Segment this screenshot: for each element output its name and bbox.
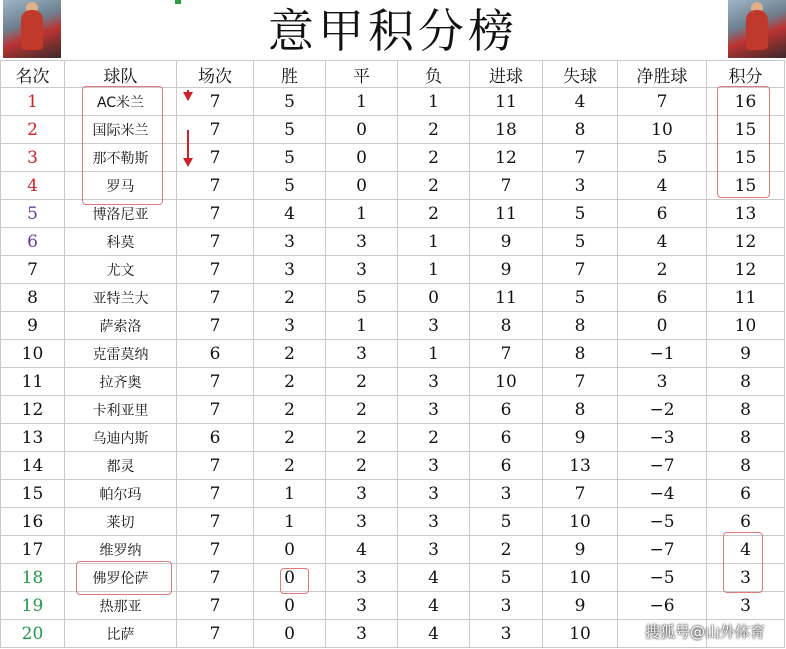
goals-against-cell: 13	[543, 452, 618, 480]
played-cell: 7	[177, 592, 254, 620]
goal-difference-cell: 5	[618, 144, 707, 172]
header-rank: 名次	[1, 61, 65, 88]
table-row	[1, 508, 785, 536]
table-row	[1, 144, 785, 172]
points-cell: 11	[707, 284, 785, 312]
team-cell: 罗马	[65, 172, 177, 200]
played-cell: 7	[177, 256, 254, 284]
goals-for-cell: 7	[470, 172, 543, 200]
loss-cell: 1	[398, 256, 470, 284]
goals-for-cell: 2	[470, 536, 543, 564]
goals-for-cell: 12	[470, 144, 543, 172]
goals-for-cell: 9	[470, 228, 543, 256]
points-cell: 13	[707, 200, 785, 228]
win-cell: 0	[254, 536, 326, 564]
win-cell: 1	[254, 508, 326, 536]
loss-cell: 3	[398, 480, 470, 508]
points-cell: 8	[707, 368, 785, 396]
team-cell: 维罗纳	[65, 536, 177, 564]
goal-difference-cell: −5	[618, 564, 707, 592]
goals-for-cell: 7	[470, 340, 543, 368]
goals-for-cell: 11	[470, 284, 543, 312]
rank-cell: 8	[1, 284, 65, 312]
team-cell: 莱切	[65, 508, 177, 536]
goals-against-cell: 5	[543, 228, 618, 256]
points-cell: 15	[707, 116, 785, 144]
watermark: 搜狐号@山外体育	[645, 623, 766, 641]
table-row	[1, 592, 785, 620]
draw-cell: 3	[326, 592, 398, 620]
draw-cell: 0	[326, 116, 398, 144]
title-bar	[0, 0, 786, 60]
table-row	[1, 228, 785, 256]
played-cell: 6	[177, 340, 254, 368]
rank-cell: 19	[1, 592, 65, 620]
goals-for-cell: 3	[470, 592, 543, 620]
win-cell: 5	[254, 172, 326, 200]
arrow-up-icon	[183, 92, 193, 101]
win-cell: 2	[254, 424, 326, 452]
goal-difference-cell: 4	[618, 172, 707, 200]
points-cell: 16	[707, 88, 785, 116]
goals-against-cell: 8	[543, 312, 618, 340]
rank-cell: 11	[1, 368, 65, 396]
loss-cell: 4	[398, 620, 470, 648]
table-row	[1, 340, 785, 368]
table-row	[1, 396, 785, 424]
team-cell: 卡利亚里	[65, 396, 177, 424]
table-row	[1, 116, 785, 144]
loss-cell: 1	[398, 228, 470, 256]
arrow-down-icon	[183, 158, 193, 167]
header-goal-difference: 净胜球	[618, 61, 707, 88]
draw-cell: 0	[326, 144, 398, 172]
goals-for-cell: 9	[470, 256, 543, 284]
win-cell: 4	[254, 200, 326, 228]
points-cell: 3	[707, 564, 785, 592]
played-cell: 7	[177, 480, 254, 508]
draw-cell: 2	[326, 424, 398, 452]
header-points: 积分	[707, 61, 785, 88]
goals-for-cell: 11	[470, 88, 543, 116]
rank-cell: 4	[1, 172, 65, 200]
table-row	[1, 536, 785, 564]
rank-cell: 14	[1, 452, 65, 480]
team-cell: 拉齐奥	[65, 368, 177, 396]
draw-cell: 3	[326, 508, 398, 536]
points-cell: 8	[707, 424, 785, 452]
rank-cell: 12	[1, 396, 65, 424]
goals-against-cell: 7	[543, 144, 618, 172]
table-row	[1, 284, 785, 312]
goals-for-cell: 6	[470, 424, 543, 452]
goals-for-cell: 5	[470, 508, 543, 536]
win-cell: 3	[254, 312, 326, 340]
points-cell: 6	[707, 508, 785, 536]
draw-cell: 3	[326, 228, 398, 256]
played-cell: 7	[177, 396, 254, 424]
goal-difference-cell: −2	[618, 396, 707, 424]
loss-cell: 2	[398, 116, 470, 144]
loss-cell: 3	[398, 452, 470, 480]
header-team: 球队	[65, 61, 177, 88]
points-cell: 3	[707, 592, 785, 620]
header-played: 场次	[177, 61, 254, 88]
goals-against-cell: 9	[543, 424, 618, 452]
goals-against-cell: 7	[543, 368, 618, 396]
played-cell: 7	[177, 620, 254, 648]
win-cell: 2	[254, 452, 326, 480]
goals-against-cell: 10	[543, 508, 618, 536]
team-cell: 帕尔玛	[65, 480, 177, 508]
points-cell: 6	[707, 480, 785, 508]
loss-cell: 1	[398, 340, 470, 368]
team-cell: 博洛尼亚	[65, 200, 177, 228]
team-cell: 比萨	[65, 620, 177, 648]
win-cell: 2	[254, 368, 326, 396]
win-cell: 5	[254, 144, 326, 172]
points-cell: 12	[707, 256, 785, 284]
draw-cell: 1	[326, 312, 398, 340]
points-cell: 4	[707, 536, 785, 564]
team-cell: 那不勒斯	[65, 144, 177, 172]
header-win: 胜	[254, 61, 326, 88]
rank-cell: 1	[1, 88, 65, 116]
loss-cell: 1	[398, 88, 470, 116]
played-cell: 6	[177, 424, 254, 452]
table-row	[1, 564, 785, 592]
rank-cell: 2	[1, 116, 65, 144]
loss-cell: 2	[398, 200, 470, 228]
table-row	[1, 88, 785, 116]
team-cell: 乌迪内斯	[65, 424, 177, 452]
goal-difference-cell: −6	[618, 592, 707, 620]
goals-against-cell: 8	[543, 340, 618, 368]
goal-difference-cell: −4	[618, 480, 707, 508]
win-cell: 5	[254, 88, 326, 116]
table-row	[1, 172, 785, 200]
played-cell: 7	[177, 144, 254, 172]
table-row	[1, 452, 785, 480]
draw-cell: 5	[326, 284, 398, 312]
loss-cell: 3	[398, 536, 470, 564]
played-cell: 7	[177, 284, 254, 312]
goals-against-cell: 9	[543, 536, 618, 564]
goals-for-cell: 6	[470, 396, 543, 424]
loss-cell: 4	[398, 592, 470, 620]
goal-difference-cell: 7	[618, 88, 707, 116]
rank-cell: 15	[1, 480, 65, 508]
points-cell: 8	[707, 396, 785, 424]
win-cell: 5	[254, 116, 326, 144]
goal-difference-cell: −3	[618, 424, 707, 452]
loss-cell: 3	[398, 508, 470, 536]
win-cell: 0	[254, 564, 326, 592]
win-cell: 2	[254, 396, 326, 424]
goals-for-cell: 10	[470, 368, 543, 396]
played-cell: 7	[177, 452, 254, 480]
goals-against-cell: 3	[543, 172, 618, 200]
rank-cell: 3	[1, 144, 65, 172]
goals-for-cell: 18	[470, 116, 543, 144]
goals-against-cell: 8	[543, 396, 618, 424]
team-cell: 亚特兰大	[65, 284, 177, 312]
team-cell: 热那亚	[65, 592, 177, 620]
goals-for-cell: 3	[470, 620, 543, 648]
goal-difference-cell: −7	[618, 452, 707, 480]
draw-cell: 2	[326, 452, 398, 480]
played-cell: 7	[177, 536, 254, 564]
goal-difference-cell: 4	[618, 228, 707, 256]
played-cell: 7	[177, 368, 254, 396]
header-goals-against: 失球	[543, 61, 618, 88]
goals-for-cell: 11	[470, 200, 543, 228]
goals-against-cell: 7	[543, 256, 618, 284]
loss-cell: 3	[398, 396, 470, 424]
page-title: 意甲积分榜	[268, 4, 518, 58]
table-row	[1, 424, 785, 452]
points-cell: 8	[707, 452, 785, 480]
draw-cell: 3	[326, 480, 398, 508]
team-cell: 尤文	[65, 256, 177, 284]
loss-cell: 2	[398, 172, 470, 200]
rank-cell: 10	[1, 340, 65, 368]
win-cell: 1	[254, 480, 326, 508]
draw-cell: 3	[326, 620, 398, 648]
loss-cell: 3	[398, 368, 470, 396]
goals-against-cell: 10	[543, 620, 618, 648]
team-cell: AC米兰	[65, 88, 177, 116]
rank-cell: 13	[1, 424, 65, 452]
standings-table	[0, 60, 785, 648]
loss-cell: 2	[398, 144, 470, 172]
goals-for-cell: 8	[470, 312, 543, 340]
table-row	[1, 480, 785, 508]
rank-cell: 5	[1, 200, 65, 228]
team-cell: 都灵	[65, 452, 177, 480]
played-cell: 7	[177, 312, 254, 340]
team-cell: 科莫	[65, 228, 177, 256]
goal-difference-cell: 10	[618, 116, 707, 144]
goal-difference-cell: 0	[618, 312, 707, 340]
played-cell: 7	[177, 172, 254, 200]
win-cell: 0	[254, 592, 326, 620]
draw-cell: 3	[326, 256, 398, 284]
table-row	[1, 200, 785, 228]
goal-difference-cell: 6	[618, 200, 707, 228]
goals-for-cell: 3	[470, 480, 543, 508]
goal-difference-cell: 3	[618, 368, 707, 396]
goals-against-cell: 4	[543, 88, 618, 116]
draw-cell: 1	[326, 200, 398, 228]
header-goals-for: 进球	[470, 61, 543, 88]
rank-cell: 16	[1, 508, 65, 536]
goals-against-cell: 8	[543, 116, 618, 144]
goals-against-cell: 5	[543, 200, 618, 228]
points-cell: 10	[707, 312, 785, 340]
rank-cell: 7	[1, 256, 65, 284]
draw-cell: 2	[326, 396, 398, 424]
goals-against-cell: 7	[543, 480, 618, 508]
draw-cell: 4	[326, 536, 398, 564]
points-cell: 15	[707, 172, 785, 200]
win-cell: 3	[254, 256, 326, 284]
rank-cell: 17	[1, 536, 65, 564]
played-cell: 7	[177, 200, 254, 228]
table-row	[1, 256, 785, 284]
win-cell: 0	[254, 620, 326, 648]
draw-cell: 3	[326, 564, 398, 592]
player-avatar-right	[728, 0, 786, 58]
draw-cell: 3	[326, 340, 398, 368]
goals-against-cell: 5	[543, 284, 618, 312]
table-row	[1, 312, 785, 340]
played-cell: 7	[177, 564, 254, 592]
win-cell: 2	[254, 340, 326, 368]
rank-cell: 18	[1, 564, 65, 592]
played-cell: 7	[177, 88, 254, 116]
win-cell: 2	[254, 284, 326, 312]
team-cell: 萨索洛	[65, 312, 177, 340]
goal-difference-cell: 2	[618, 256, 707, 284]
loss-cell: 4	[398, 564, 470, 592]
draw-cell: 2	[326, 368, 398, 396]
rank-cell: 9	[1, 312, 65, 340]
arrow-down-line	[187, 130, 189, 160]
played-cell: 7	[177, 228, 254, 256]
loss-cell: 0	[398, 284, 470, 312]
goals-for-cell: 5	[470, 564, 543, 592]
goal-difference-cell: −5	[618, 508, 707, 536]
team-cell: 佛罗伦萨	[65, 564, 177, 592]
loss-cell: 3	[398, 312, 470, 340]
goal-difference-cell: 6	[618, 284, 707, 312]
points-cell: 9	[707, 340, 785, 368]
goal-difference-cell: −1	[618, 340, 707, 368]
points-cell: 12	[707, 228, 785, 256]
goal-difference-cell: −7	[618, 536, 707, 564]
draw-cell: 1	[326, 88, 398, 116]
rank-cell: 20	[1, 620, 65, 648]
goals-for-cell: 6	[470, 452, 543, 480]
win-cell: 3	[254, 228, 326, 256]
team-cell: 国际米兰	[65, 116, 177, 144]
draw-cell: 0	[326, 172, 398, 200]
rank-cell: 6	[1, 228, 65, 256]
team-cell: 克雷莫纳	[65, 340, 177, 368]
points-cell: 15	[707, 144, 785, 172]
goals-against-cell: 10	[543, 564, 618, 592]
table-row	[1, 368, 785, 396]
header-loss: 负	[398, 61, 470, 88]
goals-against-cell: 9	[543, 592, 618, 620]
played-cell: 7	[177, 508, 254, 536]
header-draw: 平	[326, 61, 398, 88]
table-header-row	[1, 61, 785, 88]
loss-cell: 2	[398, 424, 470, 452]
played-cell: 7	[177, 116, 254, 144]
